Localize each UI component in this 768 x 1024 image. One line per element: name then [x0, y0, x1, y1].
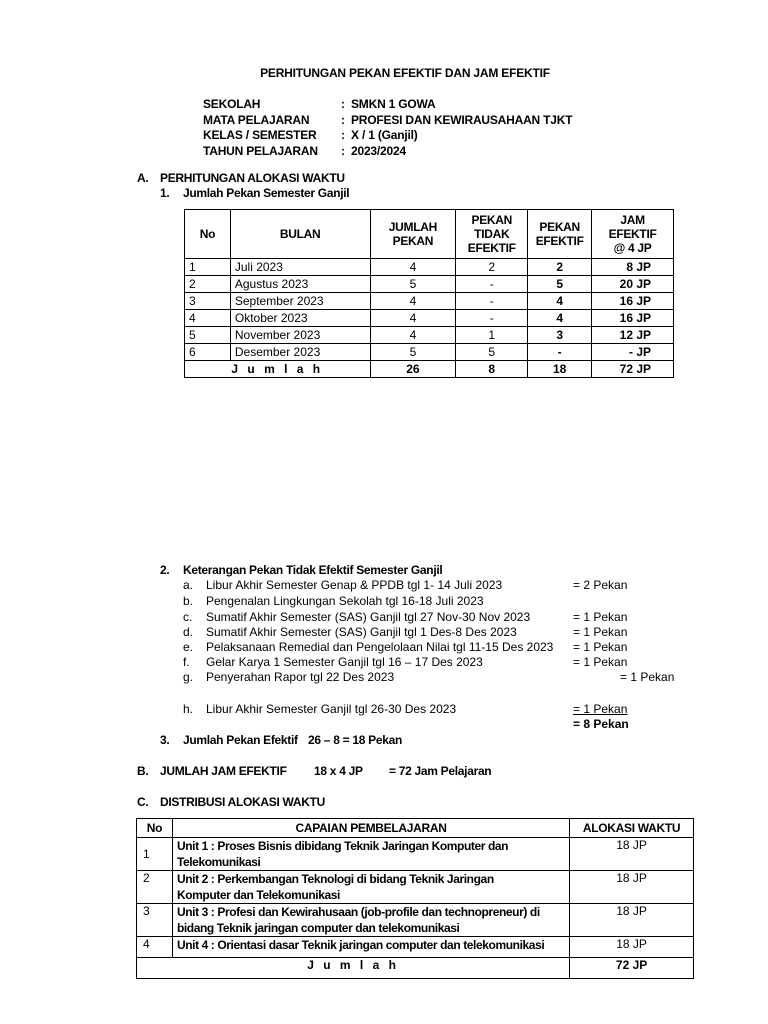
note-letter: h. [183, 702, 194, 716]
cell-no: 2 [185, 276, 231, 293]
cell-jam: 20 JP [592, 276, 674, 293]
cell-bulan: Juli 2023 [230, 259, 370, 276]
cell-tidak-efektif: 1 [456, 327, 528, 344]
info-colon: : [341, 97, 345, 111]
total-efektif: 18 [528, 361, 592, 378]
table-row [185, 276, 674, 293]
cell-tidak-efektif: 5 [456, 344, 528, 361]
note-value: = 1 Pekan [573, 610, 628, 624]
header-jam-efektif: JAM EFEKTIF @ 4 JP [592, 210, 674, 259]
note-letter: a. [183, 578, 194, 592]
section-b-result: = 72 Jam Pelajaran [389, 764, 492, 778]
note-text: Pelaksanaan Remedial dan Pengelolaan Nilai tgl 11-15 Des 2023 [206, 640, 554, 654]
subsection-1-number: 1. [160, 186, 170, 200]
total-tidak-efektif: 8 [456, 361, 528, 378]
subsection-2-number: 2. [160, 563, 170, 577]
notes-total: = 8 Pekan [573, 717, 629, 731]
cell-jam: 16 JP [592, 293, 674, 310]
header-alokasi: ALOKASI WAKTU [570, 819, 694, 838]
cell-jumlah: 4 [370, 293, 456, 310]
note-letter: f. [183, 655, 190, 669]
cell-bulan: Oktober 2023 [230, 310, 370, 327]
table-row [137, 871, 694, 904]
total-label: J u m l a h [137, 958, 570, 979]
distribution-table-header [137, 819, 694, 838]
info-value-kelas: X / 1 (Ganjil) [351, 128, 418, 142]
header-no: No [185, 210, 231, 259]
section-b-calc: 18 x 4 JP [314, 764, 363, 778]
subsection-2-title: Keterangan Pekan Tidak Efektif Semester Ganjil [183, 563, 443, 577]
info-colon: : [341, 128, 345, 142]
cell-no: 4 [185, 310, 231, 327]
distribution-table [136, 818, 694, 979]
info-label-sekolah: SEKOLAH [203, 97, 261, 111]
note-value: = 1 Pekan [573, 640, 628, 654]
section-a-letter: A. [137, 171, 149, 185]
note-letter: g. [183, 670, 194, 684]
cell-tidak-efektif: - [456, 293, 528, 310]
weeks-table-header [185, 210, 674, 259]
cell-jam: - JP [592, 344, 674, 361]
section-b-letter: B. [137, 764, 149, 778]
table-row [185, 293, 674, 310]
table-row [137, 838, 694, 871]
note-letter: b. [183, 594, 194, 608]
cell-efektif: 5 [528, 276, 592, 293]
note-text: Sumatif Akhir Semester (SAS) Ganjil tgl 27 Nov-30 Nov 2023 [206, 610, 531, 624]
cell-no: 3 [185, 293, 231, 310]
section-a-title: PERHITUNGAN ALOKASI WAKTU [160, 171, 345, 185]
cell-no: 6 [185, 344, 231, 361]
note-value: = 1 Pekan [573, 655, 628, 669]
cell-efektif: 4 [528, 293, 592, 310]
subsection-3-title: Jumlah Pekan Efektif [183, 733, 298, 747]
section-c-title: DISTRIBUSI ALOKASI WAKTU [160, 795, 326, 809]
cell-no: 3 [137, 904, 173, 937]
info-colon: : [341, 144, 345, 158]
cell-efektif: - [528, 344, 592, 361]
total-alokasi: 72 JP [570, 958, 694, 979]
total-jumlah: 26 [370, 361, 456, 378]
cell-tidak-efektif: 2 [456, 259, 528, 276]
info-label-tahun: TAHUN PELAJARAN [203, 144, 318, 158]
cell-capaian: Unit 1 : Proses Bisnis dibidang Teknik Jaringan Komputer dan Telekomunikasi [172, 838, 569, 871]
info-value-sekolah: SMKN 1 GOWA [351, 97, 436, 111]
table-row [185, 310, 674, 327]
total-label: J u m l a h [185, 361, 371, 378]
cell-jumlah: 5 [370, 276, 456, 293]
cell-jumlah: 4 [370, 327, 456, 344]
cell-jam: 8 JP [592, 259, 674, 276]
note-text: Penyerahan Rapor tgl 22 Des 2023 [206, 670, 395, 684]
note-value: = 1 Pekan [573, 702, 628, 716]
note-text: Sumatif Akhir Semester (SAS) Ganjil tgl 1 Des-8 Des 2023 [206, 625, 517, 639]
note-value: = 1 Pekan [620, 670, 675, 684]
note-letter: d. [183, 625, 194, 639]
cell-capaian: Unit 3 : Profesi dan Kewirahusaan (job-profile dan technopreneur) di bidang Teknik jaringan computer dan telekomunikasi [172, 904, 569, 937]
table-row [137, 937, 694, 958]
section-c-letter: C. [137, 795, 149, 809]
weeks-table-total-row [185, 361, 674, 378]
weeks-table [184, 209, 674, 378]
header-capaian: CAPAIAN PEMBELAJARAN [172, 819, 569, 838]
info-colon: : [341, 113, 345, 127]
cell-alokasi: 18 JP [570, 871, 694, 904]
cell-bulan: Desember 2023 [230, 344, 370, 361]
header-pekan-tidak-efektif: PEKAN TIDAK EFEKTIF [456, 210, 528, 259]
cell-efektif: 4 [528, 310, 592, 327]
info-value-mapel: PROFESI DAN KEWIRAUSAHAAN TJKT [351, 113, 573, 127]
cell-no: 1 [137, 838, 173, 871]
header-jumlah-pekan: JUMLAH PEKAN [370, 210, 456, 259]
document-title: PERHITUNGAN PEKAN EFEKTIF DAN JAM EFEKTIF [260, 66, 550, 80]
cell-no: 1 [185, 259, 231, 276]
cell-alokasi: 18 JP [570, 838, 694, 871]
cell-efektif: 2 [528, 259, 592, 276]
table-row [185, 344, 674, 361]
note-letter: c. [183, 610, 193, 624]
cell-alokasi: 18 JP [570, 904, 694, 937]
info-label-mapel: MATA PELAJARAN [203, 113, 310, 127]
cell-tidak-efektif: - [456, 310, 528, 327]
table-row [185, 327, 674, 344]
distribution-table-total-row [137, 958, 694, 979]
cell-capaian: Unit 2 : Perkembangan Teknologi di bidang Teknik Jaringan Komputer dan Telekomunikasi [172, 871, 569, 904]
subsection-3-number: 3. [160, 733, 170, 747]
info-value-tahun: 2023/2024 [351, 144, 406, 158]
cell-no: 4 [137, 937, 173, 958]
cell-no: 5 [185, 327, 231, 344]
cell-jumlah: 4 [370, 259, 456, 276]
note-text: Pengenalan Lingkungan Sekolah tgl 16-18 Juli 2023 [206, 594, 484, 608]
cell-jumlah: 4 [370, 310, 456, 327]
subsection-3-value: 26 – 8 = 18 Pekan [308, 733, 402, 747]
note-text: Libur Akhir Semester Genap & PPDB tgl 1- 14 Juli 2023 [206, 578, 503, 592]
cell-alokasi: 18 JP [570, 937, 694, 958]
cell-bulan: November 2023 [230, 327, 370, 344]
cell-jam: 12 JP [592, 327, 674, 344]
note-value: = 1 Pekan [573, 625, 628, 639]
section-b-title: JUMLAH JAM EFEKTIF [160, 764, 287, 778]
note-value: = 2 Pekan [573, 578, 628, 592]
table-row [185, 259, 674, 276]
subsection-1-title: Jumlah Pekan Semester Ganjil [183, 186, 350, 200]
header-bulan: BULAN [230, 210, 370, 259]
total-jam: 72 JP [592, 361, 674, 378]
cell-jam: 16 JP [592, 310, 674, 327]
cell-tidak-efektif: - [456, 276, 528, 293]
cell-no: 2 [137, 871, 173, 904]
info-label-kelas: KELAS / SEMESTER [203, 128, 317, 142]
cell-capaian: Unit 4 : Orientasi dasar Teknik jaringan computer dan telekomunikasi [172, 937, 569, 958]
note-letter: e. [183, 640, 194, 654]
cell-bulan: Agustus 2023 [230, 276, 370, 293]
header-no: No [137, 819, 173, 838]
table-row [137, 904, 694, 937]
note-text: Libur Akhir Semester Ganjil tgl 26-30 Des 2023 [206, 702, 457, 716]
header-pekan-efektif: PEKAN EFEKTIF [528, 210, 592, 259]
cell-efektif: 3 [528, 327, 592, 344]
cell-bulan: September 2023 [230, 293, 370, 310]
note-text: Gelar Karya 1 Semester Ganjil tgl 16 – 17 Des 2023 [206, 655, 483, 669]
cell-jumlah: 5 [370, 344, 456, 361]
